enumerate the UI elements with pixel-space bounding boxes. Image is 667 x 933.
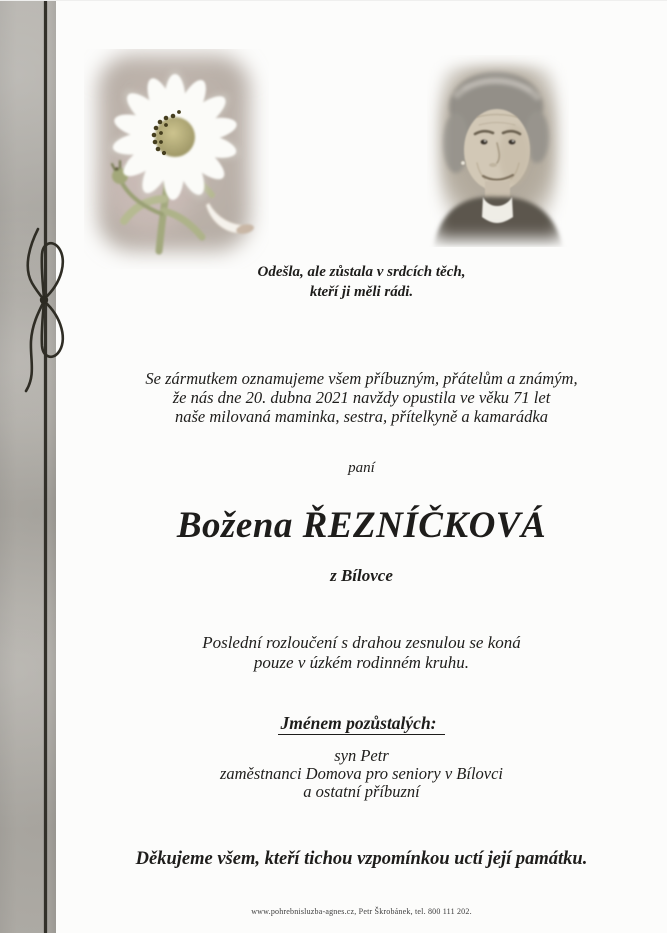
survivor-line-2: zaměstnanci Domova pro seniory v Bílovci (219, 764, 504, 783)
deceased-name: Božena ŘEZNÍČKOVÁ (176, 505, 547, 546)
farewell-info (56, 633, 667, 672)
death-announcement (56, 369, 667, 426)
farewell-line-1: Poslední rozloučení s drahou zesnulou se koná (202, 633, 521, 652)
deceased-origin: z Bílovce (330, 566, 393, 585)
quote-line-2: kteří ji měli rádi. (309, 284, 414, 300)
survivor-line-1: syn Petr (334, 746, 389, 765)
left-border-strip (0, 1, 56, 933)
announcement-line-1: Se zármutkem oznamujeme všem příbuzným, přátelům a známým, (145, 369, 578, 388)
survivors-heading-text: Jménem pozůstalých: (278, 713, 444, 735)
thanks-line: Děkujeme všem, kteří tichou vzpomínkou uctí její památku. (135, 849, 588, 869)
mourning-cord (44, 1, 47, 933)
survivors-heading (56, 713, 667, 734)
salutation: paní (348, 460, 375, 476)
notice-text-column (56, 1, 667, 933)
quote-line-1: Odešla, ale zůstala v srdcích těch, (257, 264, 466, 280)
survivor-line-3: a ostatní příbuzní (303, 782, 420, 801)
memorial-quote (56, 262, 667, 302)
survivors-list (56, 747, 667, 801)
announcement-line-3: naše milovaná maminka, sestra, přítelkyně a kamarádka (174, 407, 548, 426)
funeral-service-footer: www.pohrebnisluzba-agnes.cz, Petr Škrobánek, tel. 800 111 202. (251, 907, 472, 916)
farewell-line-2: pouze v úzkém rodinném kruhu. (253, 652, 470, 672)
announcement-line-2: že nás dne 20. dubna 2021 navždy opustila ve věku 71 let (172, 388, 551, 407)
